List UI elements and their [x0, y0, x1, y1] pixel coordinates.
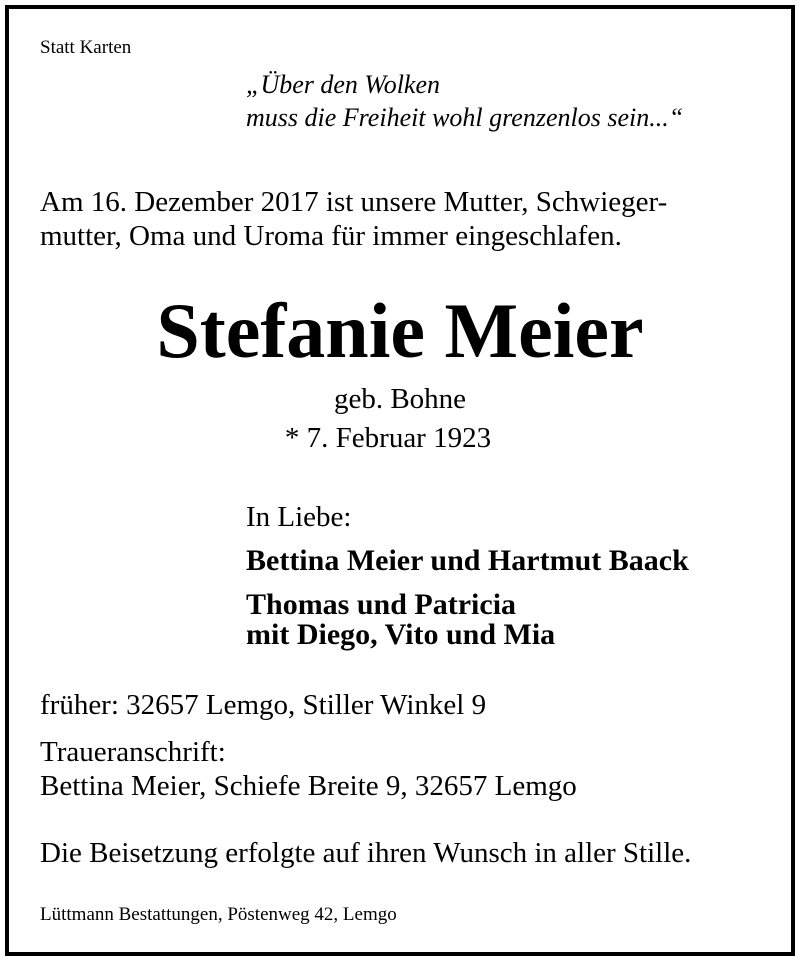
undertaker-info: Lüttmann Bestattungen, Pöstenweg 42, Lemgo: [40, 904, 397, 925]
statt-karten-label: Statt Karten: [40, 37, 132, 58]
quote-line-2: muss die Freiheit wohl grenzenlos sein...“: [246, 103, 684, 132]
mourning-address-label: Traueranschrift:: [40, 736, 226, 768]
notice-border: [5, 5, 795, 956]
birth-name: geb. Bohne: [333, 383, 467, 415]
deceased-name: Stefanie Meier: [156, 287, 644, 374]
mourners-intro: In Liebe:: [246, 501, 352, 533]
announcement-line-2: mutter, Oma und Uroma für immer eingeschlafen.: [40, 220, 622, 252]
mourning-address: Bettina Meier, Schiefe Breite 9, 32657 Lemgo: [40, 770, 577, 802]
mourner-line-2: Thomas und Patricia: [246, 588, 517, 621]
quote-line-1: „Über den Wolken: [246, 70, 441, 99]
mourner-line-1: Bettina Meier und Hartmut Baack: [246, 544, 689, 577]
announcement-line-1: Am 16. Dezember 2017 ist unsere Mutter, Schwieger-: [40, 186, 668, 218]
birth-date: * 7. Februar 1923: [284, 422, 492, 454]
former-address: früher: 32657 Lemgo, Stiller Winkel 9: [40, 689, 487, 721]
mourner-line-3: mit Diego, Vito und Mia: [246, 618, 556, 651]
funeral-note: Die Beisetzung erfolgte auf ihren Wunsch in aller Stille.: [40, 837, 692, 869]
